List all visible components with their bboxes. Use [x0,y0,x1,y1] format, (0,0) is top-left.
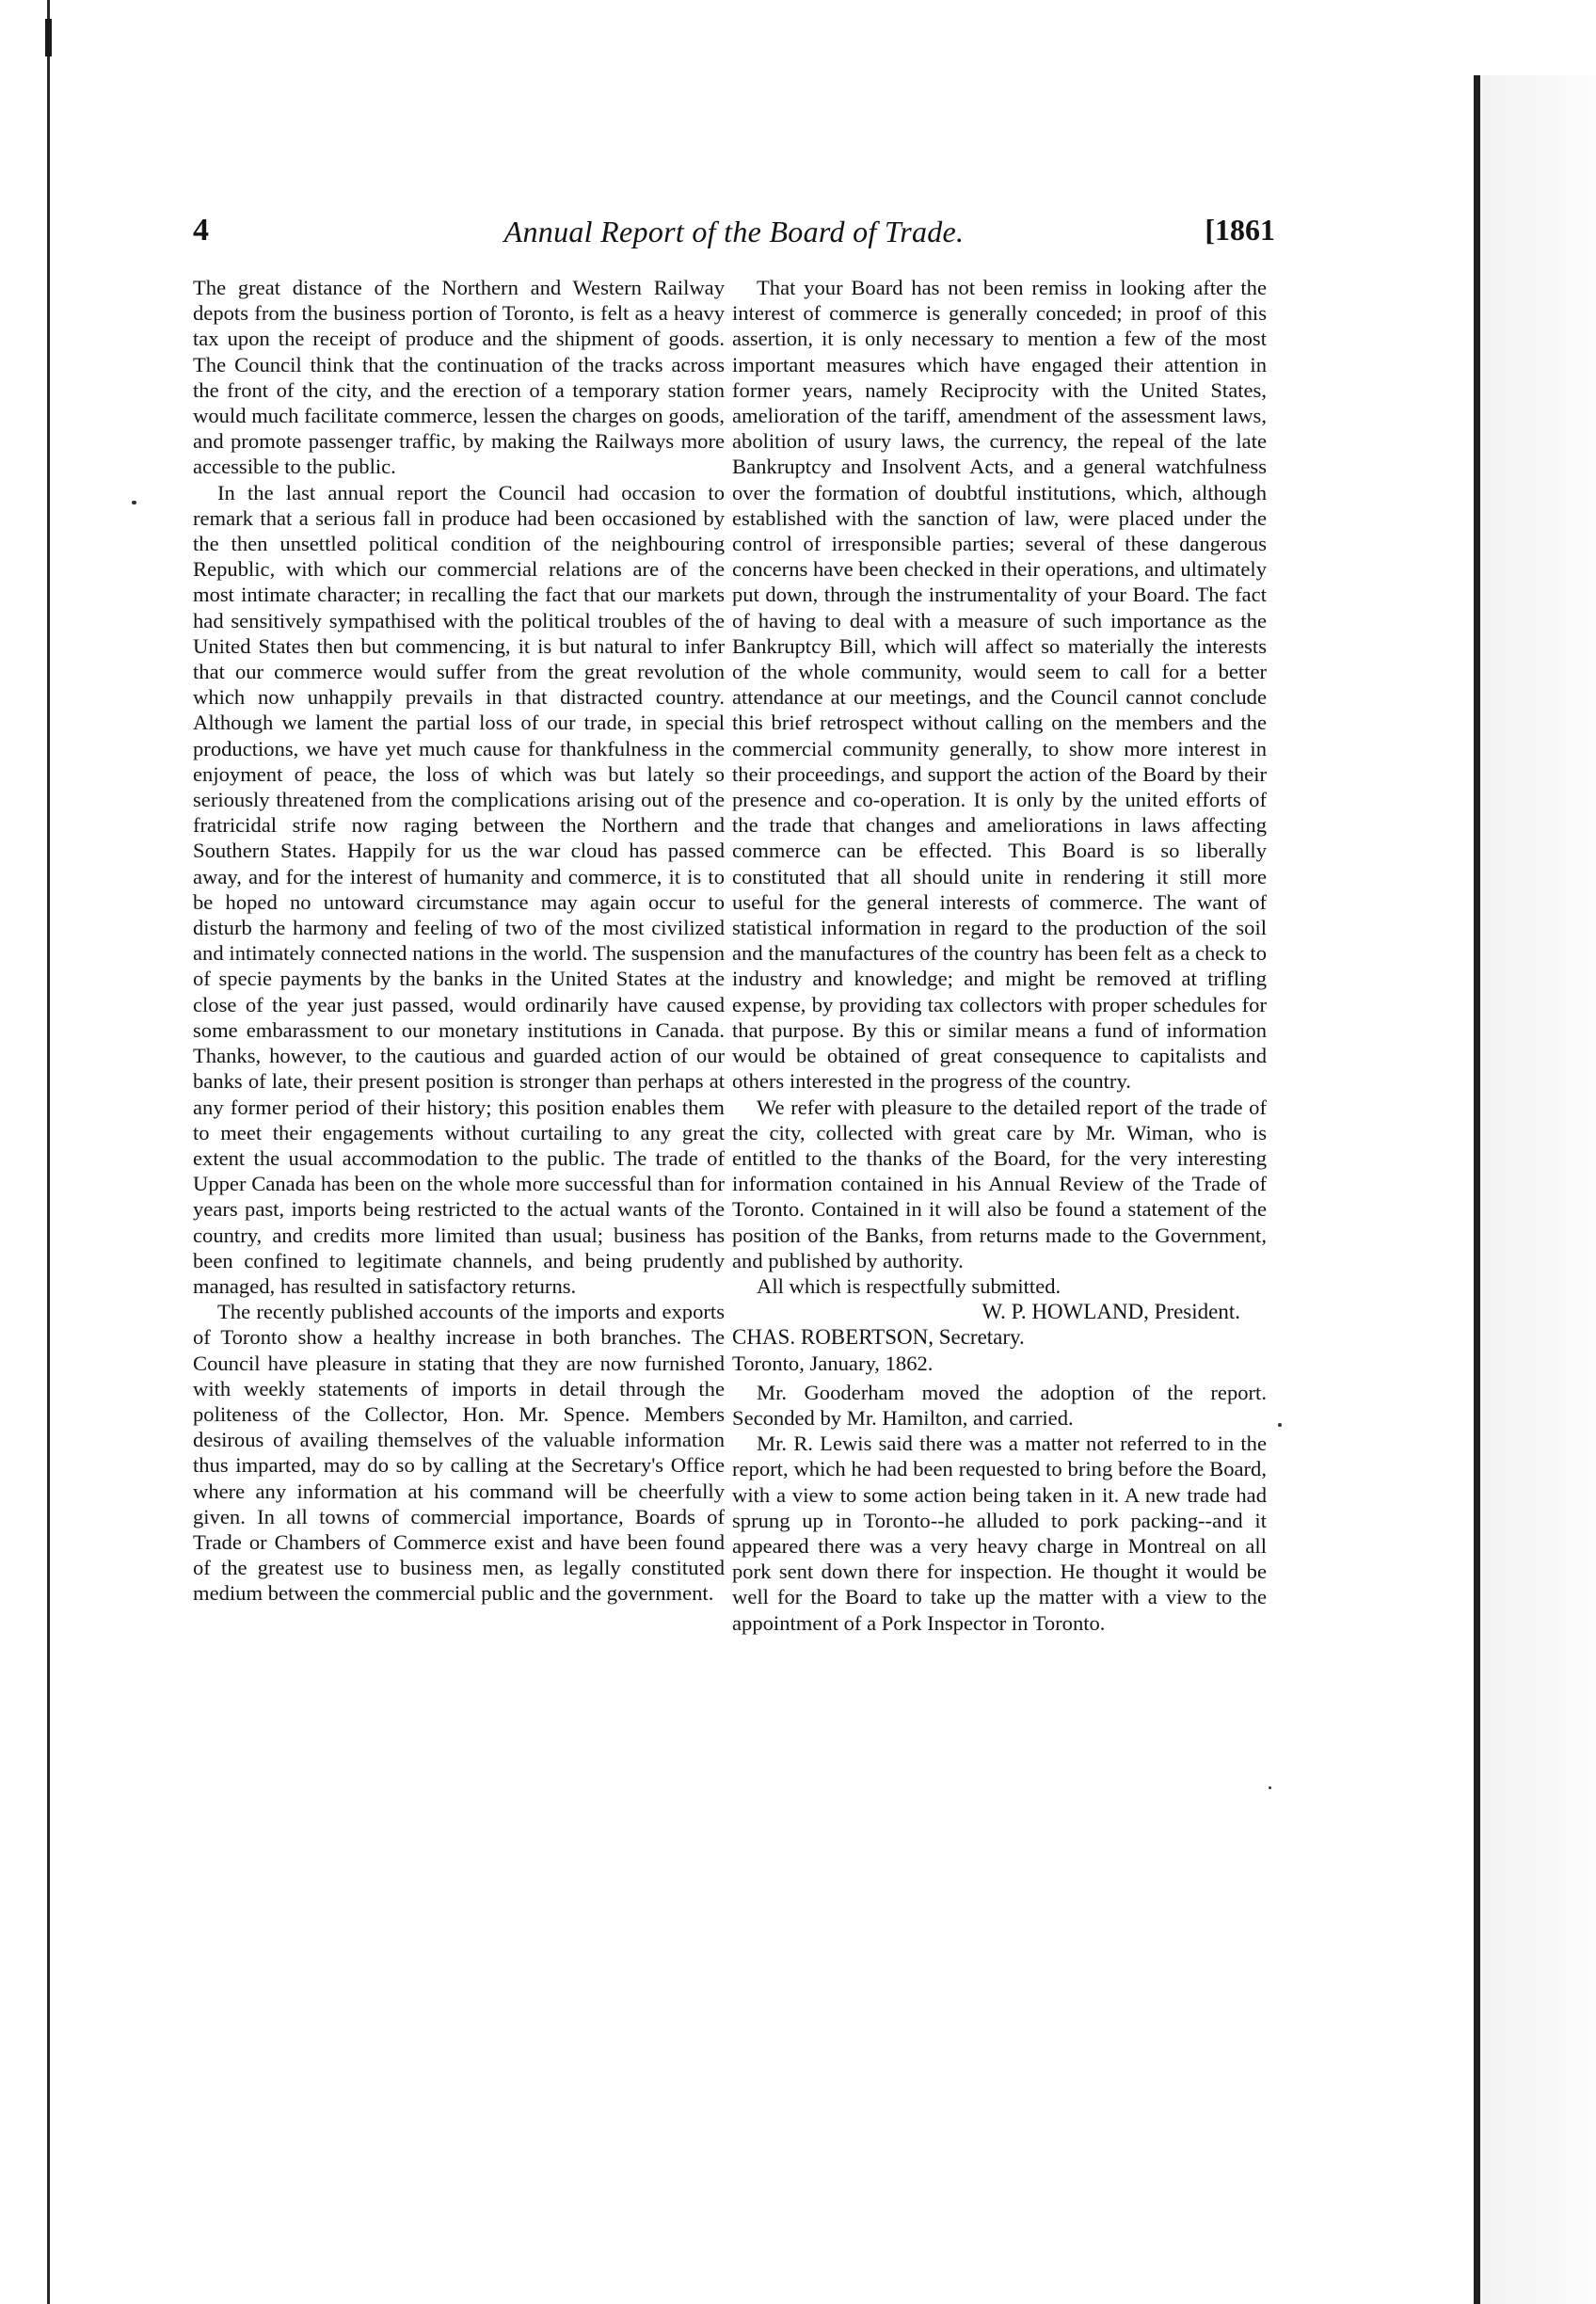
scan-speck [1278,1423,1282,1427]
president-signature: W. P. HOWLAND, President. [982,1300,1240,1324]
report-date: Toronto, January, 1862. [732,1351,934,1375]
facing-page-margin [1480,75,1596,2304]
paragraph-political-condition: In the last annual report the Council had occasion to remark that a serious fall in produce had been occasioned by the then unsettled political condition of the neighbouring Republic, with which our commercial relations are of the most intimate character; in recalling the fact that our markets had sensitively sympathised with the political troubles of the United States then but commencing, it is but natural to infer that our commerce would suffer from the great revolution which now unhappily prevails in that distracted country. Although we lament the partial loss of our trade, in special productions, we have yet much cause for thankfulness in the enjoyment of peace, the loss of which was but lately so seriously threatened from the complications arising out of the fratricidal strife now raging between the Northern and Southern States. Happily for us the war cloud has passed away, and for the interest of humanity and commerce, it is to be hoped no untoward circumstance may again occur to disturb the harmony and feeling of two of the most civilized and intimately connected nations in the world. The suspension of specie payments by the banks in the United States at the close of the year just passed, would ordinarily have caused some embarassment to our monetary institutions in Canada. Thanks, however, to the cautious and guarded action of our banks of late, their present position is stronger than perhaps at any former period of their history; this position enables them to meet their engagements without curtailing to any great extent the usual accommodation to the public. The trade of Upper Canada has been on the whole more successful than for years past, imports being restricted to the actual wants of the country, and credits more limited than usual; business has been confined to legitimate channels, and being prudently managed, has resulted in satisfactory returns. [193,480,725,1298]
paragraph-imports-exports: The recently published accounts of the imports and exports of Toronto show a healthy increase in both branches. The Council have pleasure in stating that they are now furnished with weekly statements of imports in detail through the politeness of the Collector, Hon. Mr. Spence. Members desirous of availing themselves of the valuable information thus imparted, may do so by calling at the Secretary's Office where any information at his command will be cheerfully given. In all towns of commercial importance, Boards of Trade or Chambers of Commerce exist and have been found of the greatest use to business men, as legally constituted medium between the commercial public and the government. [193,1300,725,1606]
minutes-adoption: Mr. Gooderham moved the adoption of the report. Seconded by Mr. Hamilton, and carried. [732,1380,1267,1430]
running-title: Annual Report of the Board of Trade. [503,215,965,248]
paragraph-railway-depots: The great distance of the Northern and Western Railway depots from the business portion of Toronto, is felt as a heavy tax upon the receipt of produce and the shipment of goods. The Council think that the continuation of the tracks across the front of the city, and the erection of a temporary station would much facilitate commerce, lessen the charges on goods, and promote passenger traffic, by making the Railways more accessible to the public. [193,276,725,479]
minutes-pork-inspector: Mr. R. Lewis said there was a matter not referred to in the report, which he had been requested to bring before the Board, with a view to some action being taken in it. A new trade had sprung up in Toronto--he alluded to pork packing--and it appeared there was a very heavy charge in Montreal on all pork sent down there for inspection. He thought it would be well for the Board to take up the matter with a view to the appointment of a Pork Inspector in Toronto. [732,1432,1267,1635]
year-mark: [1861 [1205,213,1275,247]
paragraph-board-measures: That your Board has not been remiss in looking after the interest of commerce is generally conceded; in proof of this assertion, it is only necessary to mention a few of the most important measures which have engaged their attention in former years, namely Reciprocity with the United States, amelioration of the tariff, amendment of the assessment laws, abolition of usury laws, the currency, the repeal of the late Bankruptcy and Insolvent Acts, and a general watchfulness over the formation of doubtful institutions, which, although established with the sanction of law, were placed under the control of irresponsible parties; several of these dangerous concerns have been checked in their operations, and ultimately put down, through the instrumentality of your Board. The fact of having to deal with a measure of such importance as the Bankruptcy Bill, which will affect so materially the interests of the whole community, would seem to call for a better attendance at our meetings, and the Council cannot conclude this brief retrospect without calling on the members and the commercial community generally, to show more interest in their proceedings, and support the action of the Board by their presence and co-operation. It is only by the united efforts of the trade that changes and ameliorations in laws affecting commerce can be effected. This Board is so liberally constituted that all should unite in rendering it still more useful for the general interests of commerce. The want of statistical information in regard to the production of the soil and the manufactures of the country has been felt as a check to industry and knowledge; and might be removed at trifling expense, by providing tax collectors with proper schedules for that purpose. By this or similar means a fund of information would be obtained of great consequence to capitalists and others interested in the progress of the country. [732,276,1267,1094]
paragraph-trade-review: We refer with pleasure to the detailed report of the trade of the city, collected with great care by Mr. Wiman, who is entitled to the thanks of the Board, for the very interesting information contained in his Annual Review of the Trade of Toronto. Contained in it will also be found a statement of the position of the Banks, from returns made to the Government, and published by authority. [732,1095,1267,1272]
scan-speck [132,501,136,504]
page-header [193,213,1275,256]
closing-line: All which is respectfully submitted. [757,1273,1061,1298]
right-column [732,275,1267,1636]
facing-page-edge [1474,75,1480,2304]
binding-edge-mark [45,19,52,56]
secretary-signature: CHAS. ROBERTSON, Secretary. [732,1325,1025,1350]
binding-edge-left [47,0,50,2304]
scan-speck [1269,1786,1271,1789]
page-number: 4 [193,213,209,248]
left-column [193,275,725,1607]
